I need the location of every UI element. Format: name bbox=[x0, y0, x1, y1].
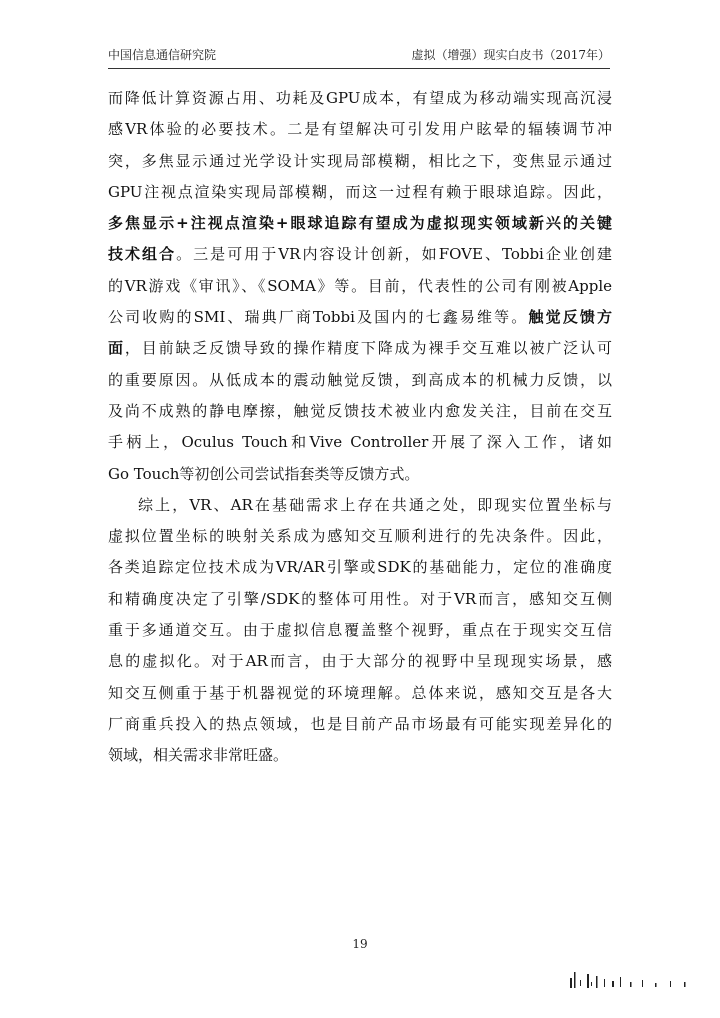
text-segment: 突，多焦显示通过光学设计实现局部模糊，相比之下，变焦显示通过 bbox=[108, 151, 612, 170]
text-segment: 公司收购的SMI、瑞典厂商Tobbi及国内的七鑫易维等。 bbox=[108, 308, 529, 327]
text-line bbox=[108, 114, 612, 145]
text-segment: 手柄上，Oculus Touch和Vive Controller开展了深入工作，诸如 bbox=[108, 433, 612, 452]
text-line bbox=[108, 459, 612, 490]
text-line bbox=[108, 271, 612, 302]
text-segment: 而降低计算资源占用、功耗及GPU成本，有望成为移动端实现高沉浸 bbox=[108, 89, 612, 107]
text-line bbox=[108, 365, 612, 396]
text-segment: 厂商重兵投入的热点领域，也是目前产品市场最有可能实现差异化的 bbox=[108, 714, 612, 733]
header-rule bbox=[108, 68, 610, 69]
text-line bbox=[108, 615, 612, 646]
text-segment: 感VR体验的必要技术。二是有望解决可引发用户眩晕的辐辏调节冲 bbox=[108, 120, 612, 139]
text-segment: 各类追踪定位技术成为VR/AR引擎或SDK的基础能力，定位的准确度 bbox=[108, 558, 612, 577]
bold-text-segment: 技术组合 bbox=[108, 245, 177, 264]
bold-text-segment: 触觉反馈方 bbox=[528, 308, 612, 327]
body-text bbox=[108, 83, 612, 772]
text-line bbox=[108, 646, 612, 677]
text-line bbox=[108, 239, 612, 270]
text-line bbox=[108, 552, 612, 583]
text-line bbox=[108, 709, 612, 740]
text-line bbox=[108, 521, 612, 552]
text-segment: 的VR游戏《审讯》、《SOMA》等。目前，代表性的公司有刚被Apple bbox=[108, 276, 612, 295]
text-segment: 虚拟位置坐标的映射关系成为感知交互顺利进行的先决条件。因此， bbox=[108, 527, 612, 546]
header-document-title: 虚拟（增强）现实白皮书（2017年） bbox=[411, 48, 610, 62]
text-segment: 和精确度决定了引擎/SDK的整体可用性。对于VR而言，感知交互侧 bbox=[108, 589, 612, 608]
text-line bbox=[108, 208, 612, 239]
text-line bbox=[108, 302, 612, 333]
text-segment: 息的虚拟化。对于AR而言，由于大部分的视野中呈现现实场景，感 bbox=[108, 652, 612, 671]
text-line bbox=[108, 333, 612, 364]
text-segment: ，目前缺乏反馈导致的操作精度下降成为裸手交互难以被广泛认可 bbox=[124, 339, 612, 358]
text-line bbox=[108, 584, 612, 615]
text-segment: 重于多通道交互。由于虚拟信息覆盖整个视野，重点在于现实交互信 bbox=[108, 621, 612, 640]
text-segment: 综上，VR、AR在基础需求上存在共通之处，即现实位置坐标与 bbox=[138, 495, 612, 514]
text-line bbox=[108, 83, 612, 114]
scan-noise-icon bbox=[560, 960, 700, 994]
text-segment: 。三是可用于VR内容设计创新，如FOVE、Tobbi企业创建 bbox=[176, 245, 612, 264]
text-line bbox=[108, 678, 612, 709]
text-segment: 及尚不成熟的静电摩擦，触觉反馈技术被业内愈发关注，目前在交互 bbox=[108, 401, 612, 420]
text-line bbox=[108, 490, 612, 521]
text-segment: 知交互侧重于基于机器视觉的环境理解。总体来说，感知交互是各大 bbox=[108, 683, 612, 702]
text-line bbox=[108, 396, 612, 427]
text-line bbox=[108, 177, 612, 208]
header-organization: 中国信息通信研究院 bbox=[108, 48, 217, 62]
text-segment: 的重要原因。从低成本的震动触觉反馈，到高成本的机械力反馈，以 bbox=[108, 370, 612, 389]
text-line bbox=[108, 146, 612, 177]
text-line bbox=[108, 427, 612, 458]
text-line bbox=[108, 740, 612, 771]
text-segment: GPU注视点渲染实现局部模糊，而这一过程有赖于眼球追踪。因此， bbox=[108, 182, 612, 201]
bold-text-segment: 多焦显示+注视点渲染+眼球追踪有望成为虚拟现实领域新兴的关键 bbox=[108, 214, 612, 233]
page-number: 19 bbox=[352, 937, 368, 951]
text-segment: Go Touch等初创公司尝试指套类等反馈方式。 bbox=[108, 464, 420, 483]
text-segment: 领域，相关需求非常旺盛。 bbox=[108, 746, 289, 765]
page-header bbox=[108, 46, 610, 66]
bold-text-segment: 面 bbox=[108, 339, 125, 358]
